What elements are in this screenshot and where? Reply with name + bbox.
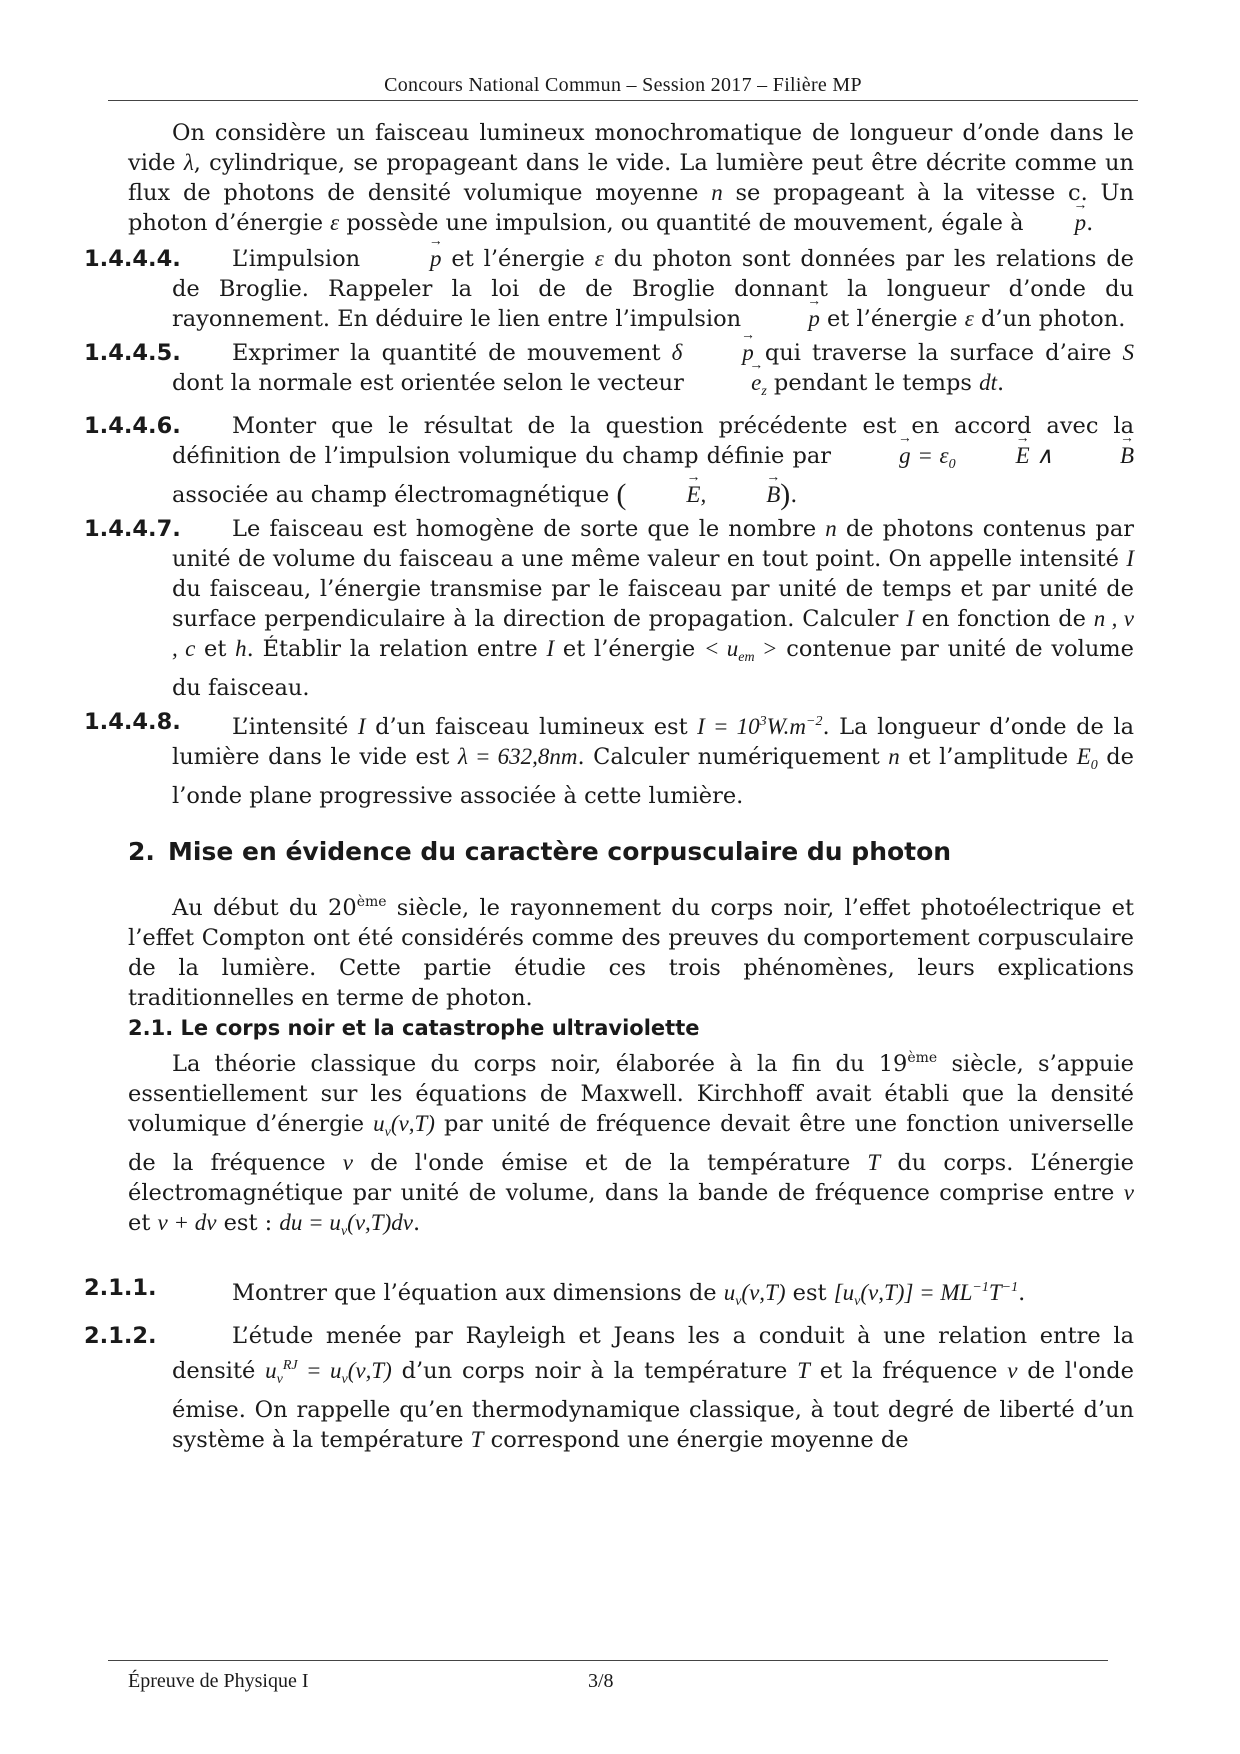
text: et [195,636,236,662]
p-vector: → p [748,304,820,334]
question-text [172,707,1134,811]
text: possède une impulsion, ou quantité de mouvement, égale à [339,210,1031,236]
u-em-symbol: < u [703,636,739,661]
page-number: 3/8 [588,1670,614,1692]
t-symbol: T [797,1358,810,1383]
text: Exprimer la quantité de mouvement [232,340,672,366]
text: du corps. L’énergie électromagnétique par unité de volume, dans la bande de fréquence comprise entre [128,1150,1134,1206]
text: se propageant à la vitesse c. Un photon d’énergie [128,180,1134,236]
h-symbol: h [235,636,247,661]
section21-paragraph [128,1043,1134,1247]
subscript: 0 [1090,758,1098,773]
text: On considère un faisceau lumineux monochromatique de longueur d’onde dans le vide [128,120,1134,176]
p-vector: → p [370,244,442,274]
b-vector: → B [1060,441,1134,471]
text: . Établir la relation entre [246,636,547,662]
question-number: 1.4.4.8. [84,709,181,735]
t-symbol: T [867,1150,881,1175]
footer-title: Épreuve de Physique I [128,1670,309,1692]
delta-symbol: δ [671,340,683,365]
n-symbol: n [825,516,837,541]
question-text [172,1273,1134,1317]
question-212 [84,1321,1134,1455]
variables: n , ν , c [172,606,1134,661]
superscript: 3 [759,714,767,729]
text: est [785,1280,834,1306]
e0-symbol: E [1076,744,1091,769]
du-equation: du = u [279,1210,341,1235]
question-211 [84,1273,1134,1317]
left-paren: ( [616,478,627,511]
wedge-symbol: ∧ [1029,443,1060,468]
section-title: Mise en évidence du caractère corpusculaire du photon [168,837,952,866]
question-text [172,514,1134,703]
question-text [172,338,1134,407]
text: d’un photon. [973,306,1126,332]
text: du photon sont données par les relations de de Broglie. Rappeler la loi de de Broglie donnant la longueur d’onde du rayonnement. En déduire le lien entre l’impulsion [172,246,1134,332]
g-vector: → g [839,441,911,471]
text: L’intensité [232,714,358,740]
dimension-equation: T [988,1280,1002,1305]
text: et l’amplitude [899,744,1077,770]
spacer [128,1247,1134,1273]
function-args: (ν,T) [741,1280,786,1305]
question-number: 1.4.4.5. [84,340,181,366]
question-1448 [84,707,1134,811]
nu-symbol: ν [1123,1180,1134,1205]
text: de photons contenus par unité de volume du faisceau a une même valeur en tout point. On appelle intensité [172,516,1134,572]
text: et [128,1210,158,1236]
text: Monter que le résultat de la question précédente est en accord avec la définition de l’impulsion volumique du champ définie par [172,413,1134,469]
epsilon-symbol: ε [330,210,340,235]
text: Au début du 20 [172,895,357,921]
wavelength-equation: λ = 632,8nm [457,744,578,769]
text: . [1086,210,1094,236]
page-header: Concours National Commun – Session 2017 – Filière MP [384,74,862,96]
subscript: ν [384,1125,391,1140]
text: et l’énergie [819,306,965,332]
nu-dnu: ν + dν [157,1210,217,1235]
e-vector: → E [956,441,1030,471]
i-symbol: I [546,636,555,661]
text: dont la normale est orientée selon le vecteur [172,370,692,396]
i-symbol: I [357,714,366,739]
text: contenue par unité de volume du faisceau. [172,636,1134,701]
question-number: 1.4.4.4. [84,246,181,272]
bracket: > [754,636,778,661]
epsilon-symbol: ε [964,306,974,331]
function-args: (ν,T) [390,1111,435,1136]
text: en fonction de [913,606,1094,632]
i-symbol: I [1126,546,1134,571]
lambda-symbol: λ [183,150,194,175]
superscript: RJ [282,1358,298,1373]
text: de l'onde émise. On rappelle qu’en thermodynamique classique, à tout degré de liberté d’un système à la température [172,1358,1134,1453]
intro-paragraph [128,118,1134,238]
text: d’un corps noir à la température [391,1358,798,1384]
text: . Calculer numériquement [577,744,889,770]
equation-part: = u [297,1358,342,1383]
section-heading [128,837,1134,867]
superscript: ème [907,1050,938,1066]
function-args: (ν,T)dν [347,1210,413,1235]
text: qui traverse la surface d’aire [753,340,1123,366]
subscript: ν [341,1372,348,1387]
question-number: 1.4.4.6. [84,413,181,439]
footer-rule [108,1660,1108,1661]
equation-part: = ε [910,443,949,468]
text: Le faisceau est homogène de sorte que le nombre [232,516,826,542]
text: par unité de fréquence devait être une fonction universelle de la fréquence [128,1111,1134,1176]
text: La théorie classique du corps noir, élaborée à la fin du 19 [172,1051,908,1077]
text: correspond une énergie moyenne de [483,1427,909,1453]
text: et l’énergie [441,246,595,272]
subscript: ν [735,1294,742,1309]
text: . La longueur d’onde de la lumière dans le vide est [172,714,1134,770]
epsilon-symbol: ε [594,246,604,271]
text: de l’onde plane progressive associée à cette lumière. [172,744,1134,809]
subscript: z [761,384,767,399]
question-1445 [84,338,1134,407]
p-vector: → p [1031,208,1087,238]
text: L’étude menée par Rayleigh et Jeans les a conduit à une relation entre la densité [172,1323,1134,1384]
text: associée au champ électromagnétique [172,482,617,508]
page-content [84,118,1134,1455]
text: siècle, s’appuie essentiellement sur les équations de Maxwell. Kirchhoff avait établi que la densité volumique d’énergie [128,1051,1134,1137]
u-symbol: u [373,1111,385,1136]
header-rule [108,100,1138,101]
t-symbol: T [470,1427,484,1452]
n-symbol: n [888,744,900,769]
text: du faisceau, l’énergie transmise par le faisceau par unité de temps et par unité de surface perpendiculaire à la direction de propagation. Calculer [172,576,1134,632]
subscript: ν [276,1372,283,1387]
p-vector: → p [682,338,754,368]
e-vector: → E [626,480,700,510]
u-symbol: u [265,1358,277,1383]
question-1446 [84,411,1134,511]
dimension-equation: [u [833,1280,855,1305]
intensity-equation: I = 10 [697,714,760,739]
function-args: (ν,T) [347,1358,392,1383]
s-symbol: S [1122,340,1134,365]
text: et la fréquence [809,1358,1008,1384]
subscript: ν [340,1224,348,1239]
text: . [790,482,798,508]
question-text [172,411,1134,510]
question-1444 [84,244,1134,334]
n-symbol: n [711,180,723,205]
text: , cylindrique, se propageant dans le vide. La lumière peut être décrite comme un flux de photons de densité volumique moyenne [128,150,1134,206]
text: pendant le temps [766,370,980,396]
u-symbol: u [723,1280,736,1305]
question-text [172,1321,1134,1455]
text: . [1018,1280,1026,1306]
text: . [996,370,1005,396]
text: L’impulsion [232,246,371,272]
section-number: 2. [128,837,155,866]
b-vector: → B [706,480,780,510]
i-symbol: I [906,606,914,631]
text: et l’énergie [554,636,704,662]
question-text [172,244,1134,334]
subscript: em [738,650,755,665]
superscript: ème [356,894,387,910]
text: de l'onde émise et de la température [352,1150,868,1176]
dimension-equation: (ν,T)] = ML [860,1280,973,1305]
superscript: −1 [972,1280,989,1295]
text: Montrer que l’équation aux dimensions de [232,1280,724,1306]
text: est : [216,1210,280,1236]
subsection-heading: 2.1. Le corps noir et la catastrophe ultraviolette [128,1016,700,1040]
dt-symbol: dt [979,370,997,395]
right-paren: ) [780,478,791,511]
subscript: 0 [948,457,956,472]
superscript: −2 [806,714,823,729]
text: . [412,1210,421,1236]
subscript: ν [854,1294,861,1309]
unit: W.m [766,714,807,739]
superscript: −1 [1001,1280,1019,1295]
nu-symbol: ν [1007,1358,1018,1383]
section2-paragraph [128,887,1134,1013]
question-number: 2.1.2. [84,1323,157,1349]
nu-symbol: ν [342,1150,353,1175]
question-number: 1.4.4.7. [84,516,181,542]
text: siècle, le rayonnement du corps noir, l’effet photoélectrique et l’effet Compton ont été considérés comme des preuves du comportement corpusculaire de la lumière. Cette partie étudie ces trois phénomènes, leurs explications traditionnelles en terme de photon. [128,895,1134,1011]
ez-vector: → e [691,368,761,398]
question-number: 2.1.1. [84,1275,157,1301]
comma: , [700,482,707,507]
question-1447 [84,514,1134,703]
text: d’un faisceau lumineux est [365,714,698,740]
